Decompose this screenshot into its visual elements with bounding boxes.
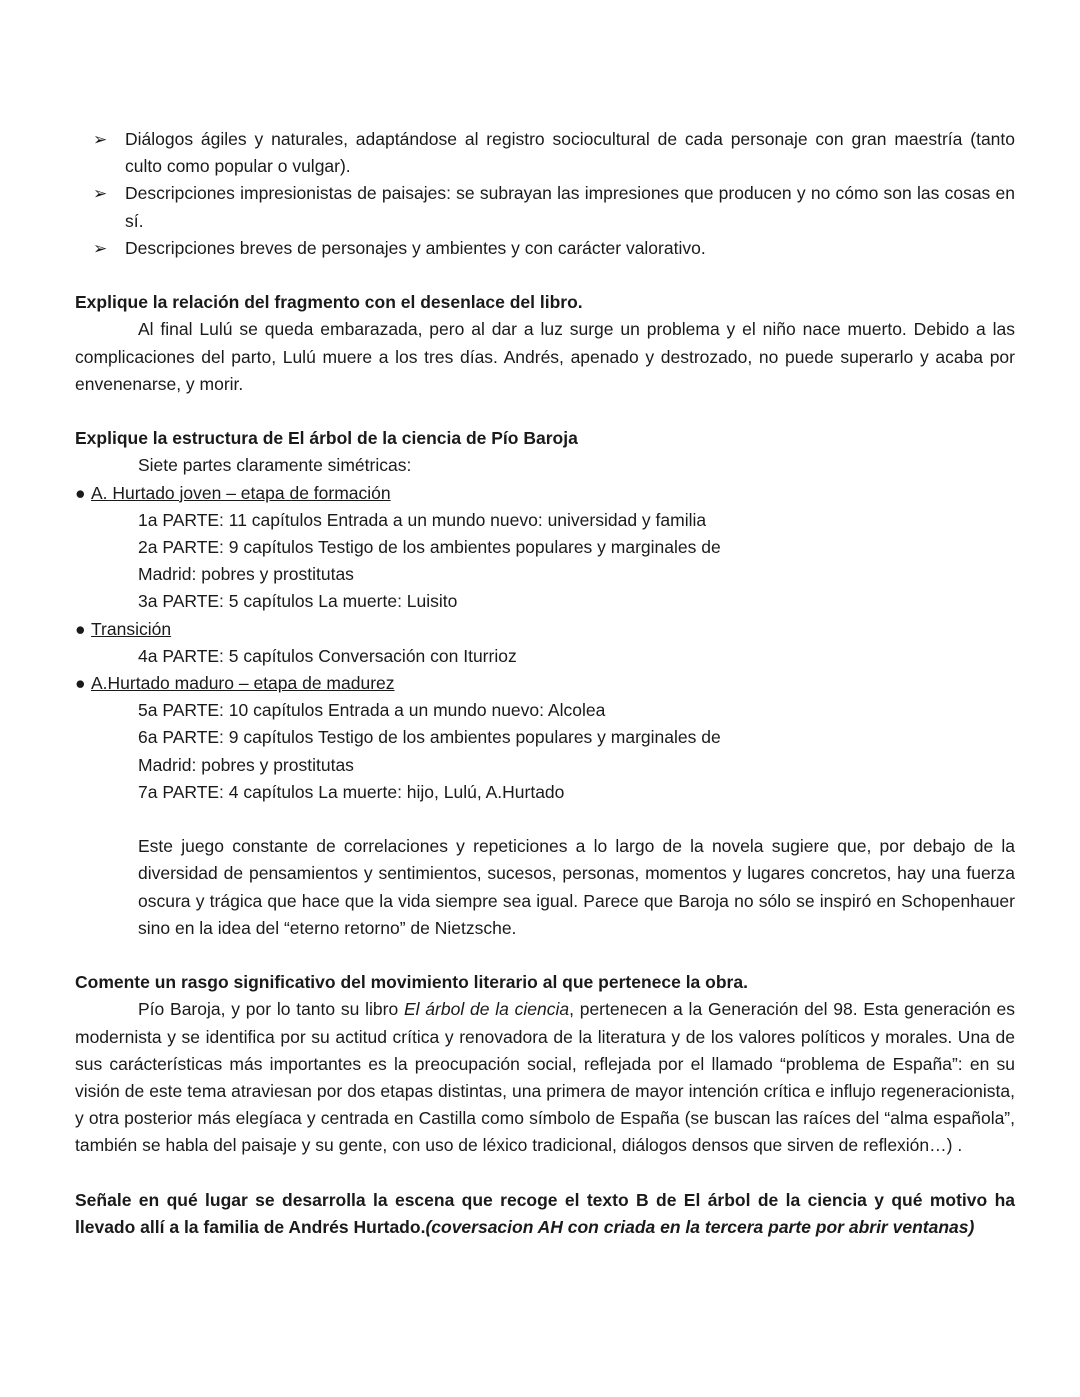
list-item-text: Descripciones breves de personajes y ambientes y con carácter valorativo. <box>125 237 706 258</box>
question-block-4 <box>75 1187 1015 1241</box>
book-title: El árbol de la ciencia <box>403 999 570 1020</box>
bullet-icon: ● <box>75 482 86 503</box>
structure-parts <box>75 507 1015 616</box>
structure-group-title <box>75 480 1015 507</box>
group-title: A.Hurtado maduro – etapa de madurez <box>91 673 395 694</box>
question-block-3 <box>75 969 1015 1159</box>
structure-parts <box>75 697 1015 806</box>
list-item <box>75 180 1015 234</box>
list-item <box>75 235 1015 262</box>
part-line: 6a PARTE: 9 capítulos Testigo de los ambientes populares y marginales de <box>138 727 721 748</box>
part-line: 1a PARTE: 11 capítulos Entrada a un mundo nuevo: universidad y familia <box>138 509 707 530</box>
part-line: 3a PARTE: 5 capítulos La muerte: Luisito <box>138 591 458 612</box>
part-line: Madrid: pobres y prostitutas <box>138 754 354 775</box>
structure-group-title <box>75 670 1015 697</box>
question-heading: Explique la estructura de El árbol de la ciencia de Pío Baroja <box>75 428 578 449</box>
structure-intro: Siete partes claramente simétricas: <box>138 455 412 476</box>
question-heading: Explique la relación del fragmento con el desenlace del libro. <box>75 292 583 313</box>
arrow-bullet-icon: ➢ <box>93 184 108 204</box>
arrow-bullet-icon: ➢ <box>93 238 108 258</box>
part-line: 2a PARTE: 9 capítulos Testigo de los ambientes populares y marginales de <box>138 537 721 558</box>
structure-group-title <box>75 616 1015 643</box>
group-title: Transición <box>91 618 172 639</box>
part-line: 7a PARTE: 4 capítulos La muerte: hijo, Lulú, A.Hurtado <box>138 781 565 802</box>
list-item-text: Diálogos ágiles y naturales, adaptándose al registro sociocultural de cada personaje con gran maestría (tanto culto como popular o vulgar). <box>125 129 1015 177</box>
part-line: 5a PARTE: 10 capítulos Entrada a un mundo nuevo: Alcolea <box>138 700 606 721</box>
question-note: (coversacion AH con criada en la tercera parte por abrir ventanas) <box>425 1217 975 1238</box>
list-item-text: Descripciones impresionistas de paisajes: se subrayan las impresiones que producen y no cómo son las cosas en sí. <box>125 183 1015 231</box>
question-block-1 <box>75 289 1015 398</box>
answer-text: Pío Baroja, y por lo tanto su libro <box>138 999 404 1020</box>
part-line: 4a PARTE: 5 capítulos Conversación con Iturrioz <box>138 645 517 666</box>
part-line: Madrid: pobres y prostitutas <box>138 564 354 585</box>
bullet-icon: ● <box>75 618 86 639</box>
group-title: A. Hurtado joven – etapa de formación <box>91 482 391 503</box>
question-heading <box>75 1187 1015 1241</box>
answer-paragraph: Al final Lulú se queda embarazada, pero al dar a luz surge un problema y el niño nace muerto. Debido a las complicaciones del parto, Lulú muere a los tres días. Andrés, apenado y destrozado, no puede superarlo y acaba por envenenarse, y morir. <box>75 319 1015 394</box>
bullet-icon: ● <box>75 673 86 694</box>
question-block-2 <box>75 425 1015 942</box>
feature-list <box>75 126 1015 262</box>
document-page <box>75 126 1015 1241</box>
list-item <box>75 126 1015 180</box>
structure-conclusion: Este juego constante de correlaciones y repeticiones a lo largo de la novela sugiere que, por debajo de la diversidad de pensamientos y sentimientos, sucesos, personas, momentos y lugares concretos, hay una fuerza oscura y trágica que hace que la vida siempre sea igual. Parece que Baroja no sólo se inspiró en Schopenhauer sino en la idea del “eterno retorno” de Nietzsche. <box>138 836 1015 938</box>
structure-parts <box>75 643 1015 670</box>
question-heading: Comente un rasgo significativo del movimiento literario al que pertenece la obra. <box>75 972 748 993</box>
answer-text: , pertenecen a la Generación del 98. Esta generación es modernista y se identifica por su actitud crítica y renovadora de la literatura y de los valores políticos y morales. Una de sus carácterísticas más importantes es la preocupación social, reflejada por el llamado “problema de España”: en su visión de este tema atraviesan por dos etapas distintas, una primera de mayor intención crítica e influjo regeneracionista, y otra posterior más elegíaca y centrada en Castilla como símbolo de España (se buscan las raíces del “alma española”, también se habla del paisaje y su gente, con uso de léxico tradicional, diálogos densos que sirven de reflexión…) . <box>75 999 1016 1156</box>
arrow-bullet-icon: ➢ <box>93 130 108 149</box>
question-text: Señale en qué lugar se desarrolla la escena que recoge el texto B de El árbol de la ciencia y qué motivo ha llevado allí a la familia de Andrés Hurtado. <box>75 1189 1015 1238</box>
answer-paragraph <box>75 996 1015 1159</box>
